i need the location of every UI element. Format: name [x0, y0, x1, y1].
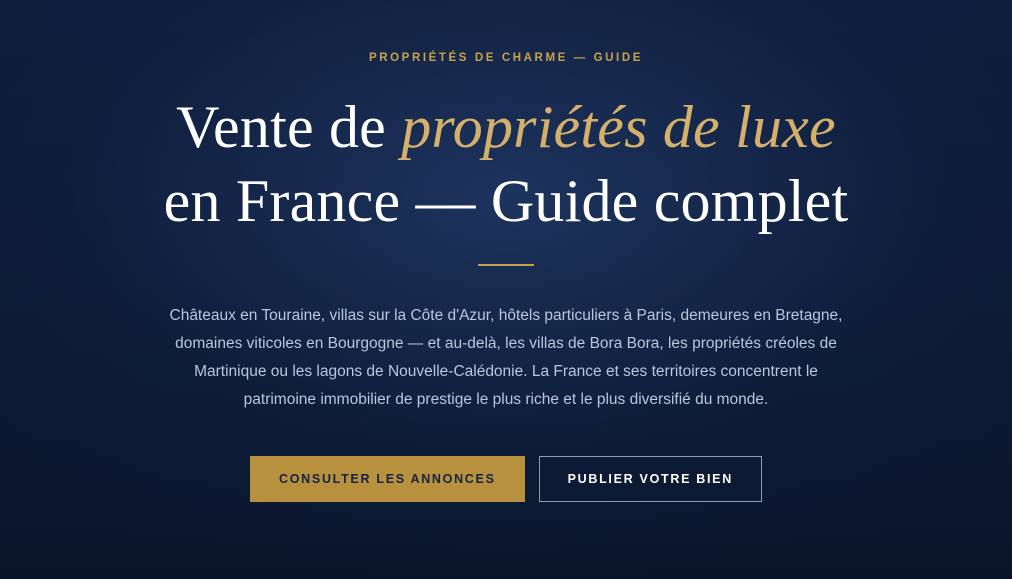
- headline-line1-lead: Vente de: [176, 94, 402, 160]
- hero-eyebrow: PROPRIÉTÉS DE CHARME — GUIDE: [368, 52, 644, 64]
- consult-listings-button[interactable]: CONSULTER LES ANNONCES: [250, 456, 525, 502]
- hero-description: Châteaux en Touraine, villas sur la Côte d'Azur, hôtels particuliers à Paris, demeures en Bretagne, domaines viticoles en Bourgogne — et au-delà, les villas de Bora Bora, les propriétés créoles de Martinique ou les lagons de Nouvelle-Calédonie. La France et ses territoires concentrent le patrimoine immobilier de prestige le plus riche et le plus diversifié du monde.: [169, 307, 843, 408]
- headline-accent: propriétés de luxe: [401, 94, 836, 160]
- cta-button-group: [250, 456, 762, 502]
- publish-property-button[interactable]: PUBLIER VOTRE BIEN: [539, 456, 762, 502]
- decorative-divider: [478, 264, 534, 266]
- page-title: [56, 90, 956, 238]
- headline-line2: en France — Guide complet: [163, 168, 849, 234]
